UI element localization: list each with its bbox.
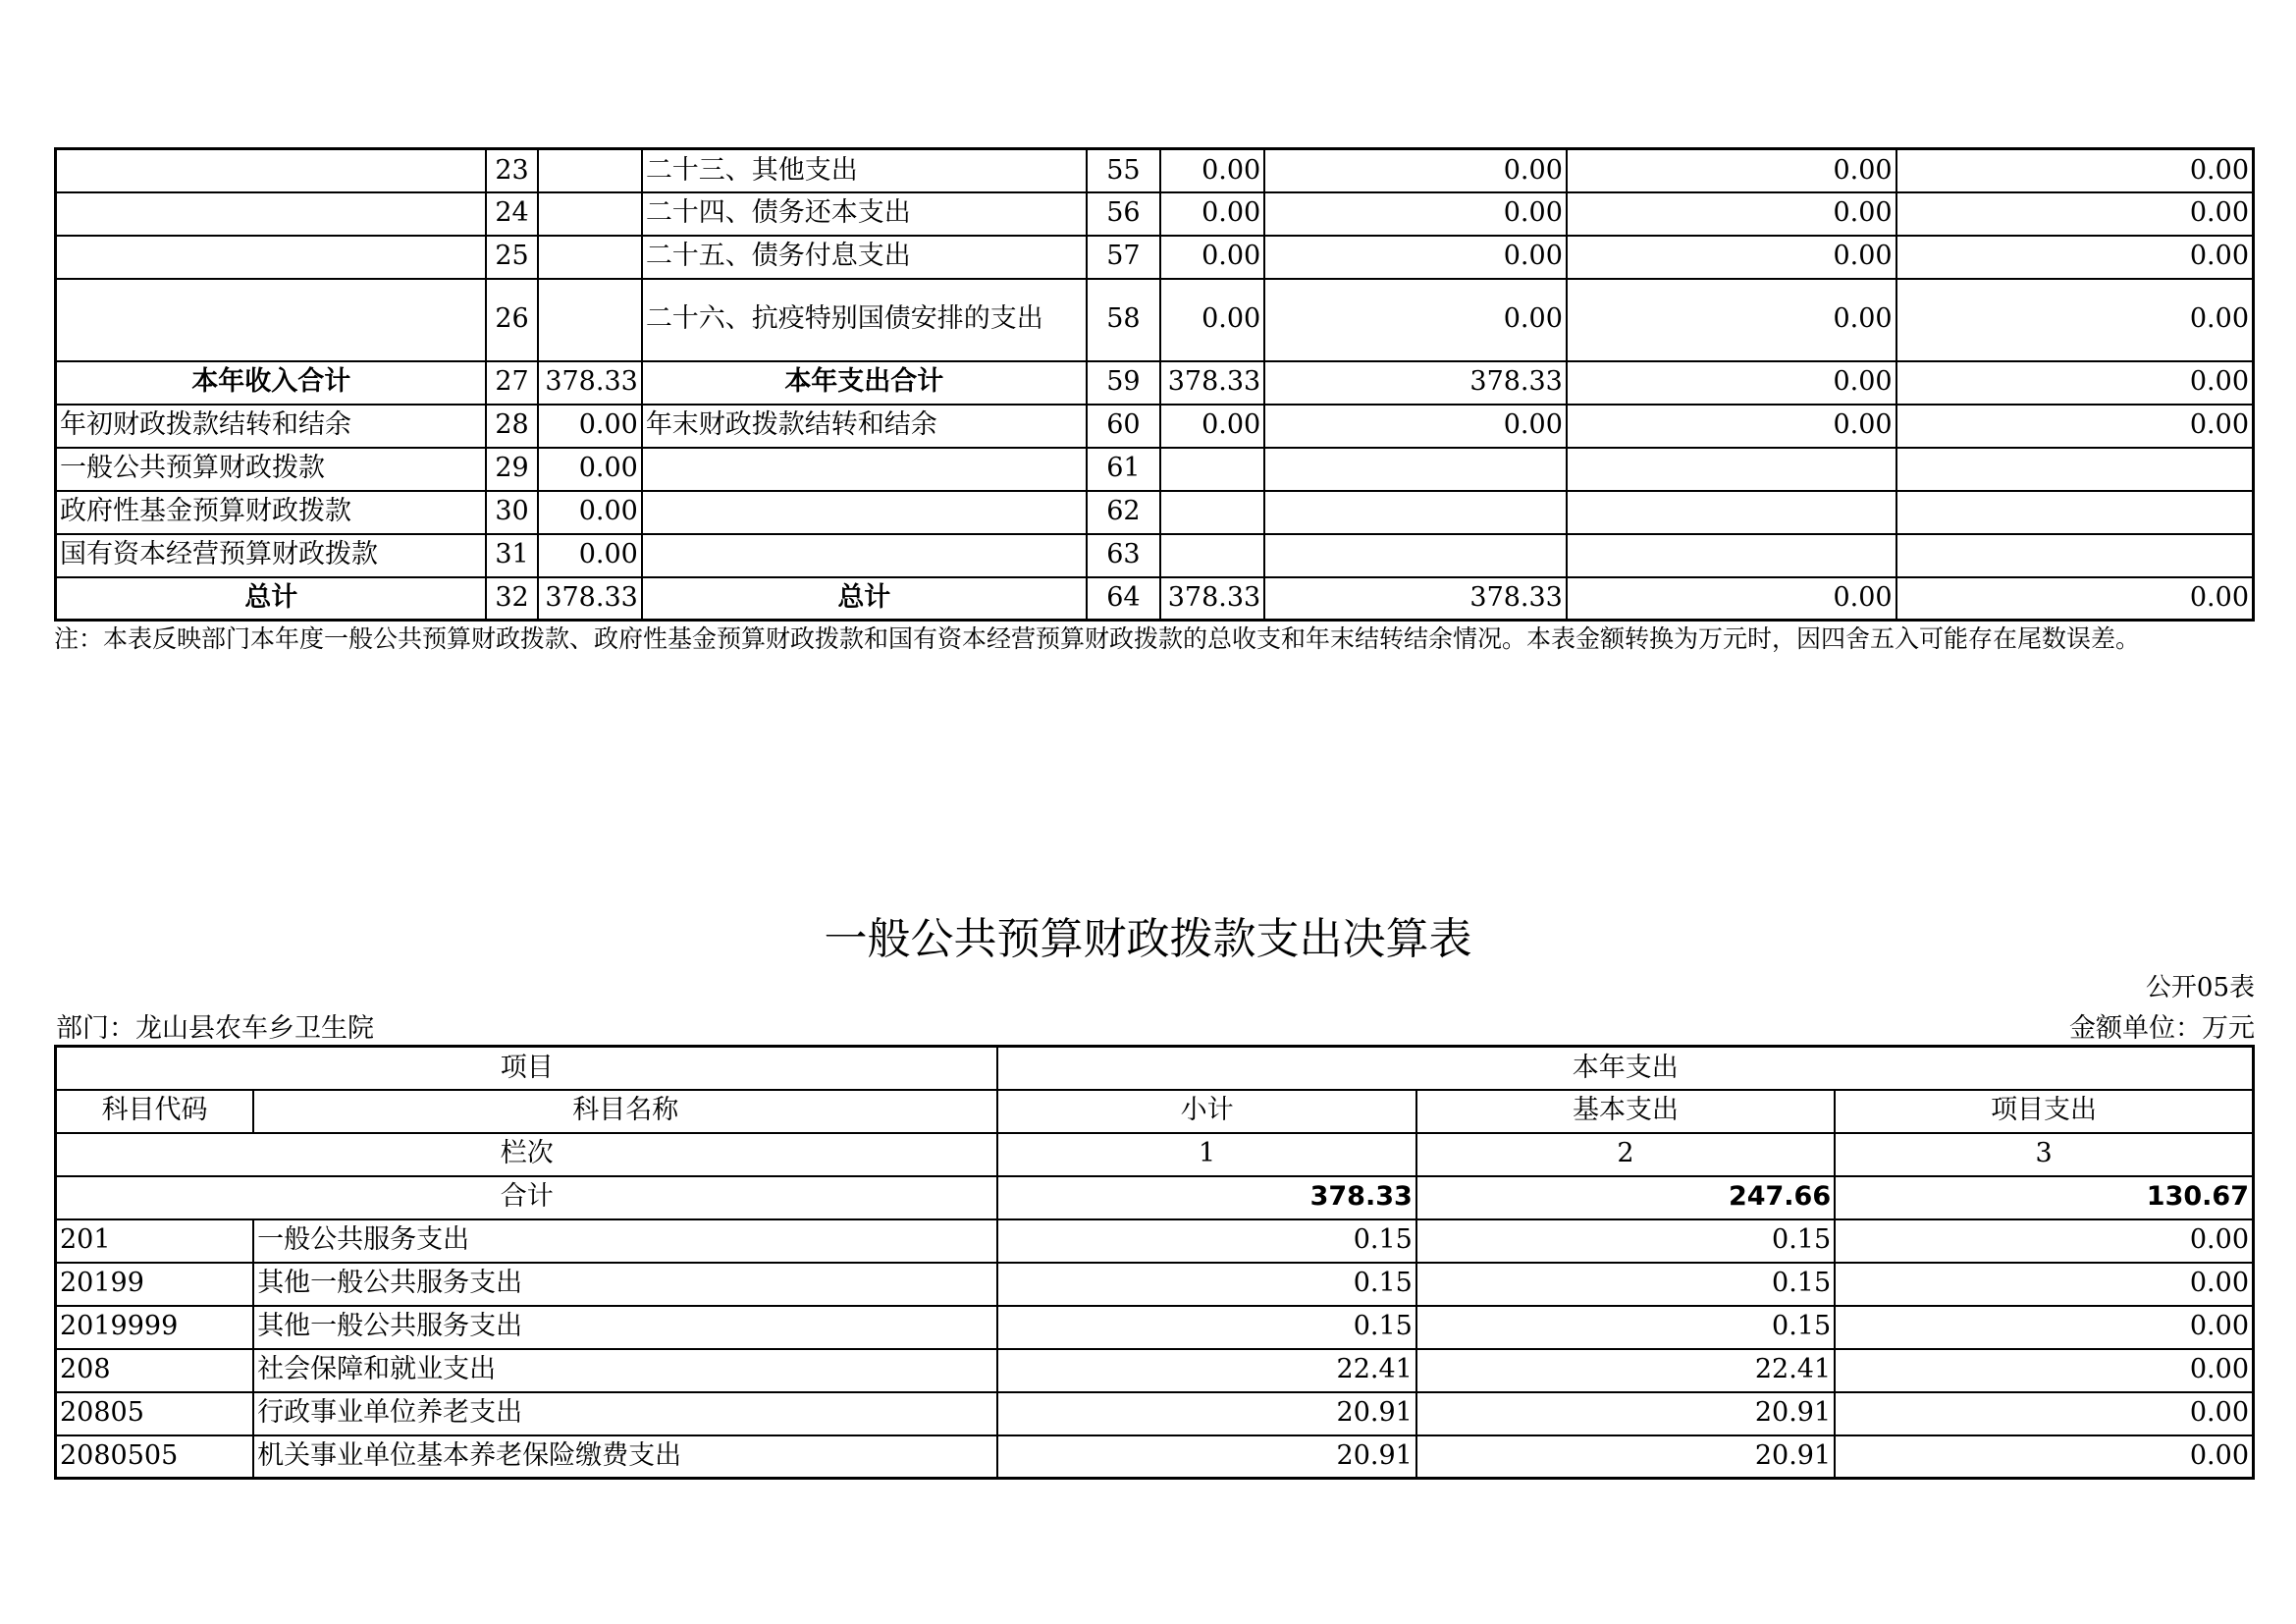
table-row	[56, 405, 2254, 448]
department-label: 部门：龙山县农车乡卫生院	[56, 1013, 374, 1044]
expense-col3: 0.00	[1567, 192, 1896, 236]
row-number: 29	[486, 448, 537, 491]
subject-name: 其他一般公共服务支出	[253, 1263, 997, 1306]
subtotal-cell: 0.15	[997, 1219, 1415, 1263]
expense-col3: 0.00	[1567, 236, 1896, 279]
row-number: 26	[486, 279, 537, 361]
expense-total: 0.00	[1160, 236, 1264, 279]
expense-total: 0.00	[1160, 405, 1264, 448]
table-row	[56, 149, 2254, 192]
expense-label	[642, 448, 1087, 491]
expense-label: 二十六、抗疫特别国债安排的支出	[642, 279, 1087, 361]
expense-col3: 0.00	[1567, 361, 1896, 405]
expense-row-number: 62	[1087, 491, 1160, 534]
header-col1: 1	[997, 1133, 1415, 1176]
table-row	[56, 491, 2254, 534]
header-project: 项目支出	[1835, 1090, 2253, 1133]
table-row	[56, 192, 2254, 236]
income-value	[538, 192, 642, 236]
expense-col2	[1264, 448, 1567, 491]
expense-col3: 0.00	[1567, 405, 1896, 448]
income-label	[56, 149, 487, 192]
income-value: 378.33	[538, 577, 642, 621]
expense-row-number: 63	[1087, 534, 1160, 577]
basic-cell: 0.15	[1416, 1263, 1835, 1306]
project-cell: 0.00	[1835, 1263, 2253, 1306]
expense-col4: 0.00	[1896, 405, 2254, 448]
subtotal-cell: 0.15	[997, 1263, 1415, 1306]
income-value	[538, 279, 642, 361]
table-row	[56, 1349, 2254, 1392]
income-label: 总计	[56, 577, 487, 621]
income-value: 0.00	[538, 405, 642, 448]
table-row	[56, 236, 2254, 279]
subject-code: 20199	[56, 1263, 254, 1306]
page-title: 一般公共预算财政拨款支出决算表	[824, 914, 1472, 964]
table-row	[56, 577, 2254, 621]
row-number: 31	[486, 534, 537, 577]
subject-code: 20805	[56, 1392, 254, 1435]
income-label	[56, 236, 487, 279]
table-row	[56, 1263, 2254, 1306]
expense-col2: 0.00	[1264, 405, 1567, 448]
expense-label: 二十三、其他支出	[642, 149, 1087, 192]
expense-col2: 0.00	[1264, 192, 1567, 236]
header-expense: 本年支出	[997, 1047, 2253, 1090]
expense-col2: 378.33	[1264, 577, 1567, 621]
income-label: 本年收入合计	[56, 361, 487, 405]
unit-label: 金额单位：万元	[2069, 1013, 2255, 1044]
subject-name: 机关事业单位基本养老保险缴费支出	[253, 1435, 997, 1479]
expense-label: 二十五、债务付息支出	[642, 236, 1087, 279]
basic-cell: 0.15	[1416, 1219, 1835, 1263]
income-value: 378.33	[538, 361, 642, 405]
subtotal-cell: 22.41	[997, 1349, 1415, 1392]
expense-col2: 0.00	[1264, 236, 1567, 279]
expense-col3	[1567, 491, 1896, 534]
header-name: 科目名称	[253, 1090, 997, 1133]
expense-row-number: 60	[1087, 405, 1160, 448]
project-cell: 0.00	[1835, 1392, 2253, 1435]
expense-total: 0.00	[1160, 149, 1264, 192]
total-row	[56, 1176, 2254, 1219]
header-subtotal: 小计	[997, 1090, 1415, 1133]
expense-row-number: 57	[1087, 236, 1160, 279]
expense-total	[1160, 534, 1264, 577]
expense-col3: 0.00	[1567, 279, 1896, 361]
expense-total: 0.00	[1160, 279, 1264, 361]
income-value: 0.00	[538, 491, 642, 534]
financial-summary-table	[54, 147, 2255, 622]
row-number: 23	[486, 149, 537, 192]
subject-code: 2080505	[56, 1435, 254, 1479]
subject-name: 其他一般公共服务支出	[253, 1306, 997, 1349]
header-row-2	[56, 1090, 2254, 1133]
table-row	[56, 361, 2254, 405]
income-value	[538, 236, 642, 279]
table-row	[56, 534, 2254, 577]
income-value: 0.00	[538, 448, 642, 491]
expense-row-number: 58	[1087, 279, 1160, 361]
expense-label: 二十四、债务还本支出	[642, 192, 1087, 236]
expense-row-number: 61	[1087, 448, 1160, 491]
table-row	[56, 1219, 2254, 1263]
row-number: 32	[486, 577, 537, 621]
expense-col4	[1896, 534, 2254, 577]
subject-name: 社会保障和就业支出	[253, 1349, 997, 1392]
expense-row-number: 64	[1087, 577, 1160, 621]
subtotal-cell: 20.91	[997, 1392, 1415, 1435]
form-number: 公开05表	[2145, 973, 2255, 1002]
expense-col2: 378.33	[1264, 361, 1567, 405]
subject-code: 208	[56, 1349, 254, 1392]
total-label: 合计	[56, 1176, 998, 1219]
expenditure-table	[54, 1045, 2255, 1480]
subject-name: 行政事业单位养老支出	[253, 1392, 997, 1435]
header-row-1	[56, 1047, 2254, 1090]
table-row	[56, 448, 2254, 491]
table-row	[56, 1306, 2254, 1349]
total-basic: 247.66	[1416, 1176, 1835, 1219]
expense-col4: 0.00	[1896, 236, 2254, 279]
income-label: 国有资本经营预算财政拨款	[56, 534, 487, 577]
income-label: 一般公共预算财政拨款	[56, 448, 487, 491]
table-note: 注：本表反映部门本年度一般公共预算财政拨款、政府性基金预算财政拨款和国有资本经营预算财政拨款的总收支和年末结转结余情况。本表金额转换为万元时，因四舍五入可能存在尾数误差。	[54, 624, 2141, 653]
row-number: 28	[486, 405, 537, 448]
expense-col3: 0.00	[1567, 577, 1896, 621]
table-row	[56, 279, 2254, 361]
subject-name: 一般公共服务支出	[253, 1219, 997, 1263]
expense-row-number: 55	[1087, 149, 1160, 192]
row-number: 24	[486, 192, 537, 236]
header-item: 项目	[56, 1047, 998, 1090]
expense-total	[1160, 448, 1264, 491]
expense-col3	[1567, 448, 1896, 491]
income-label	[56, 279, 487, 361]
subject-code: 2019999	[56, 1306, 254, 1349]
expense-col4	[1896, 491, 2254, 534]
expense-col3: 0.00	[1567, 149, 1896, 192]
header-code: 科目代码	[56, 1090, 254, 1133]
expense-col4: 0.00	[1896, 577, 2254, 621]
row-number: 30	[486, 491, 537, 534]
expense-total: 0.00	[1160, 192, 1264, 236]
basic-cell: 20.91	[1416, 1435, 1835, 1479]
expense-col4	[1896, 448, 2254, 491]
expense-col4: 0.00	[1896, 361, 2254, 405]
expense-label	[642, 534, 1087, 577]
header-col-label: 栏次	[56, 1133, 998, 1176]
header-row-3	[56, 1133, 2254, 1176]
expense-col4: 0.00	[1896, 279, 2254, 361]
table-row	[56, 1435, 2254, 1479]
expense-row-number: 56	[1087, 192, 1160, 236]
header-col3: 3	[1835, 1133, 2253, 1176]
expense-total: 378.33	[1160, 577, 1264, 621]
header-basic: 基本支出	[1416, 1090, 1835, 1133]
subtotal-cell: 0.15	[997, 1306, 1415, 1349]
table-row	[56, 1392, 2254, 1435]
expense-total	[1160, 491, 1264, 534]
row-number: 27	[486, 361, 537, 405]
subject-code: 201	[56, 1219, 254, 1263]
income-label: 年初财政拨款结转和结余	[56, 405, 487, 448]
expense-label: 总计	[642, 577, 1087, 621]
expense-label: 年末财政拨款结转和结余	[642, 405, 1087, 448]
income-label	[56, 192, 487, 236]
expense-label: 本年支出合计	[642, 361, 1087, 405]
project-cell: 0.00	[1835, 1219, 2253, 1263]
expense-col2: 0.00	[1264, 149, 1567, 192]
expense-col2: 0.00	[1264, 279, 1567, 361]
project-cell: 0.00	[1835, 1306, 2253, 1349]
income-label: 政府性基金预算财政拨款	[56, 491, 487, 534]
expense-total: 378.33	[1160, 361, 1264, 405]
basic-cell: 22.41	[1416, 1349, 1835, 1392]
income-value	[538, 149, 642, 192]
expense-col4: 0.00	[1896, 192, 2254, 236]
expense-col3	[1567, 534, 1896, 577]
row-number: 25	[486, 236, 537, 279]
header-col2: 2	[1416, 1133, 1835, 1176]
expense-col2	[1264, 491, 1567, 534]
basic-cell: 20.91	[1416, 1392, 1835, 1435]
expense-col2	[1264, 534, 1567, 577]
expense-col4: 0.00	[1896, 149, 2254, 192]
total-subtotal: 378.33	[997, 1176, 1415, 1219]
total-project: 130.67	[1835, 1176, 2253, 1219]
project-cell: 0.00	[1835, 1435, 2253, 1479]
subtotal-cell: 20.91	[997, 1435, 1415, 1479]
expense-row-number: 59	[1087, 361, 1160, 405]
basic-cell: 0.15	[1416, 1306, 1835, 1349]
project-cell: 0.00	[1835, 1349, 2253, 1392]
expense-label	[642, 491, 1087, 534]
income-value: 0.00	[538, 534, 642, 577]
